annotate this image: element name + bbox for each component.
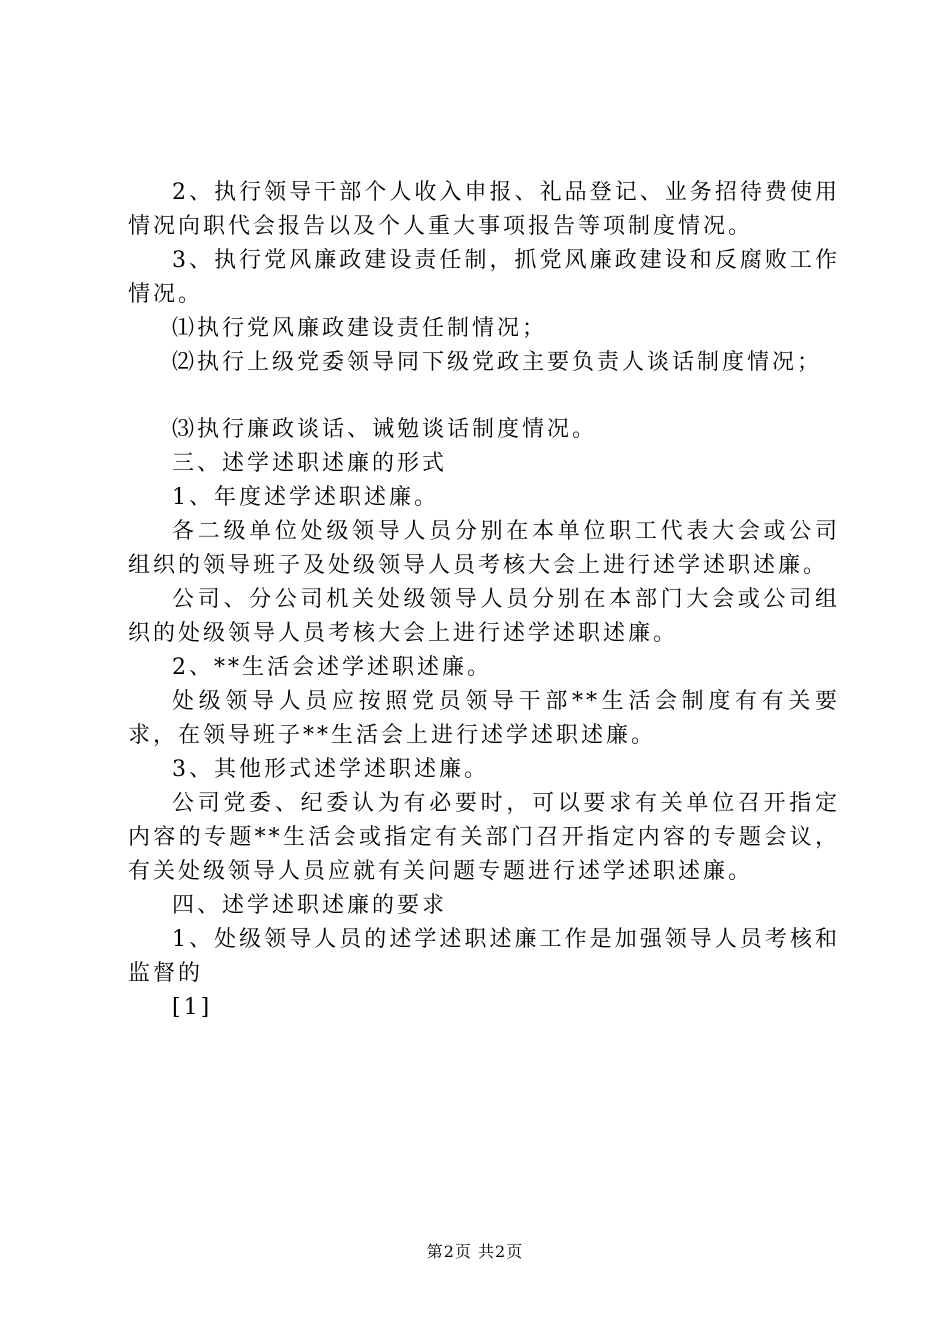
paragraph: ⑴执行党风廉政建设责任制情况； (172, 316, 548, 341)
document-body (128, 176, 840, 1025)
subsection-heading: 1、年度述学述职述廉。 (172, 485, 439, 510)
section-heading: 三、述学述职述廉的形式 (172, 451, 448, 476)
paragraph: 2、执行领导干部个人收入申报、礼品登记、业务招待费使用情况向职代会报告以及个人重大事项报告等项制度情况。 (128, 180, 840, 239)
paragraph: 处级领导人员应按照党员领导干部**生活会制度有有关要求，在领导班子**生活会上进行述学述职述廉。 (128, 689, 840, 748)
paragraph: ⑵执行上级党委领导同下级党政主要负责人谈话制度情况； (172, 350, 823, 375)
paragraph: 3、执行党风廉政建设责任制，抓党风廉政建设和反腐败工作情况。 (128, 248, 840, 307)
footnote-marker: [1] (172, 995, 213, 1020)
paragraph: 各二级单位处级领导人员分别在本单位职工代表大会或公司组织的领导班子及处级领导人员考核大会上进行述学述职述廉。 (128, 519, 840, 578)
subsection-heading: 2、**生活会述学述职述廉。 (172, 655, 492, 680)
subsection-heading: 3、其他形式述学述职述廉。 (172, 757, 489, 782)
paragraph: 公司、分公司机关处级领导人员分别在本部门大会或公司组织的处级领导人员考核大会上进行述学述职述廉。 (128, 587, 840, 646)
page-footer: 第2页 共2页 (426, 1242, 524, 1261)
paragraph: 1、处级领导人员的述学述职述廉工作是加强领导人员考核和监督的 (128, 927, 840, 986)
paragraph: ⑶执行廉政谈话、诫勉谈话制度情况。 (172, 417, 598, 442)
paragraph: 公司党委、纪委认为有必要时，可以要求有关单位召开指定内容的专题**生活会或指定有关部门召开指定内容的专题会议，有关处级领导人员应就有关问题专题进行述学述职述廉。 (128, 791, 840, 884)
section-heading: 四、述学述职述廉的要求 (172, 893, 448, 918)
